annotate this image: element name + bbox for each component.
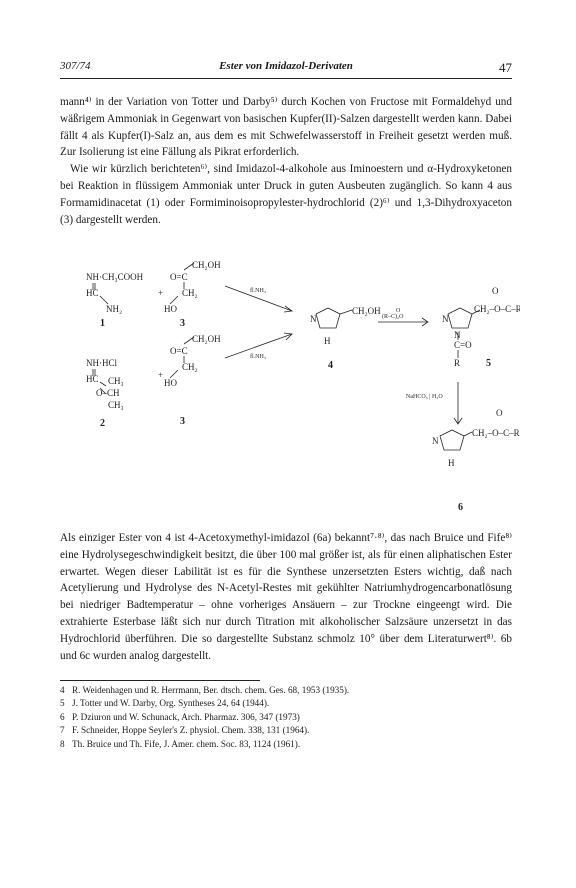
footnote: [60, 697, 512, 710]
footnote: [60, 724, 512, 737]
footnote-text: Th. Bruice und Th. Fife, J. Amer. chem. Soc. 83, 1124 (1961).: [72, 738, 301, 749]
compound-3-top-ch2oh: CH₂OH: [192, 260, 221, 270]
footnote: [60, 738, 512, 751]
compound-1-line3: NH₂: [106, 304, 123, 314]
compound-3-bottom-oc: O=C: [170, 346, 188, 356]
compound-2-line1: NH·HCl: [86, 358, 117, 368]
compound-3-top-ch2: CH₂: [182, 288, 198, 298]
compound-1-label: 1: [100, 318, 105, 329]
compound-3-top-oc: O=C: [170, 272, 188, 282]
compound-5-co: C=O: [454, 340, 472, 350]
compound-6-chain: CH₂–O–C–R: [472, 428, 520, 438]
compound-1-line2: HC: [86, 288, 99, 298]
reaction-scheme: [60, 256, 520, 521]
compound-2-ch3b: CH₃: [108, 400, 124, 410]
plus-sign-top: +: [158, 288, 164, 298]
intro-text: [60, 94, 512, 228]
footnote-number: 6: [60, 711, 65, 722]
paragraph-1: mann⁴⁾ in der Variation von Totter und Darby⁵⁾ durch Kochen von Fructose mit Formaldehyd und wäßrigem Ammoniak in Gegenwart von basischen Kupfer(II)-Salzen dargestellt werden kann. Dabei fällt 4 als Kupfer(I)-Salz an, aus dem es mit Schwefelwasserstoff in Freiheit gesetzt werden muß. Zur Isolierung ist eine Fällung als Pikrat erforderlich.: [60, 96, 512, 159]
compound-3-top-ho: HO: [164, 304, 177, 314]
footnote-text: F. Schneider, Hoppe Seyler's Z. physiol. Chem. 338, 131 (1964).: [72, 725, 310, 736]
compound-5-chain: CH₂–O–C–R: [474, 304, 520, 314]
plus-sign-bottom: +: [158, 370, 164, 380]
reaction-scheme-svg: [60, 256, 520, 521]
compound-3-bottom-label: 3: [180, 416, 185, 427]
footnote-text: P. Dziuron und W. Schunack, Arch. Pharmaz. 306, 347 (1973): [72, 711, 300, 722]
compound-2-ch3a: CH₃: [108, 376, 124, 386]
compound-3-bottom-ho: HO: [164, 378, 177, 388]
compound-5-ring-n: N: [454, 330, 461, 340]
compound-3-top-label: 3: [180, 318, 185, 329]
header-title: Ester von Imidazol-Derivaten: [219, 60, 353, 72]
compound-6-label: 6: [458, 502, 463, 513]
paragraph-2: Wie wir kürzlich berichteten⁶⁾, sind Imidazol-4-alkohole aus Iminoestern und α-Hydroxyketonen bei Reaktion in flüssigem Ammoniak unter Druck in guten Ausbeuten zugänglich. So kann 4 aus Formamidinacetat (1) oder Formiminoisopropylester-hydrochlorid (2)⁶⁾ und 1,3-Dihydroxyaceton (3) dargestellt werden.: [60, 163, 512, 226]
compound-6-n: N: [432, 436, 439, 446]
compound-5-n: N: [442, 314, 449, 324]
compound-3-bottom-ch2oh: CH₂OH: [192, 334, 221, 344]
reagent-anhydride: (R–C)₂O: [382, 314, 404, 320]
footnote-number: 5: [60, 698, 65, 709]
reagent-nh3-top: fl.NH₃: [250, 288, 266, 294]
header-page-ref: 307/74: [60, 60, 91, 72]
footnote-text: R. Weidenhagen und R. Herrmann, Ber. dtsch. chem. Ges. 68, 1953 (1935).: [72, 685, 350, 695]
page-number: 47: [499, 60, 512, 75]
compound-6-h: H: [448, 458, 455, 468]
reagent-nh3-bottom: fl.NH₃: [250, 354, 266, 360]
footnotes: [60, 684, 512, 751]
compound-5-r: R: [454, 358, 461, 368]
compound-6-o: O: [496, 408, 503, 418]
compound-3-bottom-ch2: CH₂: [182, 362, 198, 372]
footnote-number: 7: [60, 725, 65, 736]
compound-4-ch2oh: CH₂OH: [352, 306, 381, 316]
footnote-number: 8: [60, 738, 65, 749]
reagent-hydrolysis: NaHCO₃ | H₂O: [406, 394, 443, 400]
running-header: [60, 60, 512, 76]
compound-2-line2: HC: [86, 374, 99, 384]
footnote-number: 4: [60, 685, 65, 695]
compound-5-label: 5: [486, 358, 491, 369]
body-text-2: [60, 530, 512, 664]
compound-2-line3: O–CH: [96, 388, 120, 398]
footnote-text: J. Totter und W. Darby, Org. Syntheses 24, 64 (1944).: [72, 698, 270, 709]
compound-4-n: N: [310, 314, 317, 324]
reagent-anhydride-o: O: [396, 308, 401, 314]
header-rule: [60, 78, 512, 79]
compound-4-label: 4: [328, 360, 333, 371]
compound-2-label: 2: [100, 418, 105, 429]
compound-5-o: O: [492, 286, 499, 296]
footnote: [60, 711, 512, 724]
paragraph-3: Als einziger Ester von 4 ist 4-Acetoxymethyl-imidazol (6a) bekannt⁷·⁸⁾, das nach Bruice und Fife⁸⁾eine Hydrolysegeschwindigkeit besitzt, die über 100 mal größer ist, als für einen aliphatischen Ester erwartet. Wegen dieser Labilität ist es für die Synthese unzersetzten Esters wichtig, daß nach Acetylierung und Hydrolyse des N-Acetyl-Restes mit gekühlter Natriumhydrogencarbonatlösung bei niedriger Badtemperatur – ohne vorheriges Ansäuern – zur Trockne eingeengt wird. Die extrahierte Esterbase läßt sich nur durch Titration mit alkoholischer Salzsäure unzersetzt in das Hydrochlorid überführen. Die so dargestellte Substanz schmolz 10° über dem Literaturwert⁸⁾. 6b und 6c wurden analog dargestellt.: [60, 532, 512, 662]
footnote: [60, 684, 512, 697]
compound-1-line1: NH·CH₃COOH: [86, 272, 144, 282]
footnote-rule: [60, 680, 260, 681]
compound-4-h: H: [324, 336, 331, 346]
